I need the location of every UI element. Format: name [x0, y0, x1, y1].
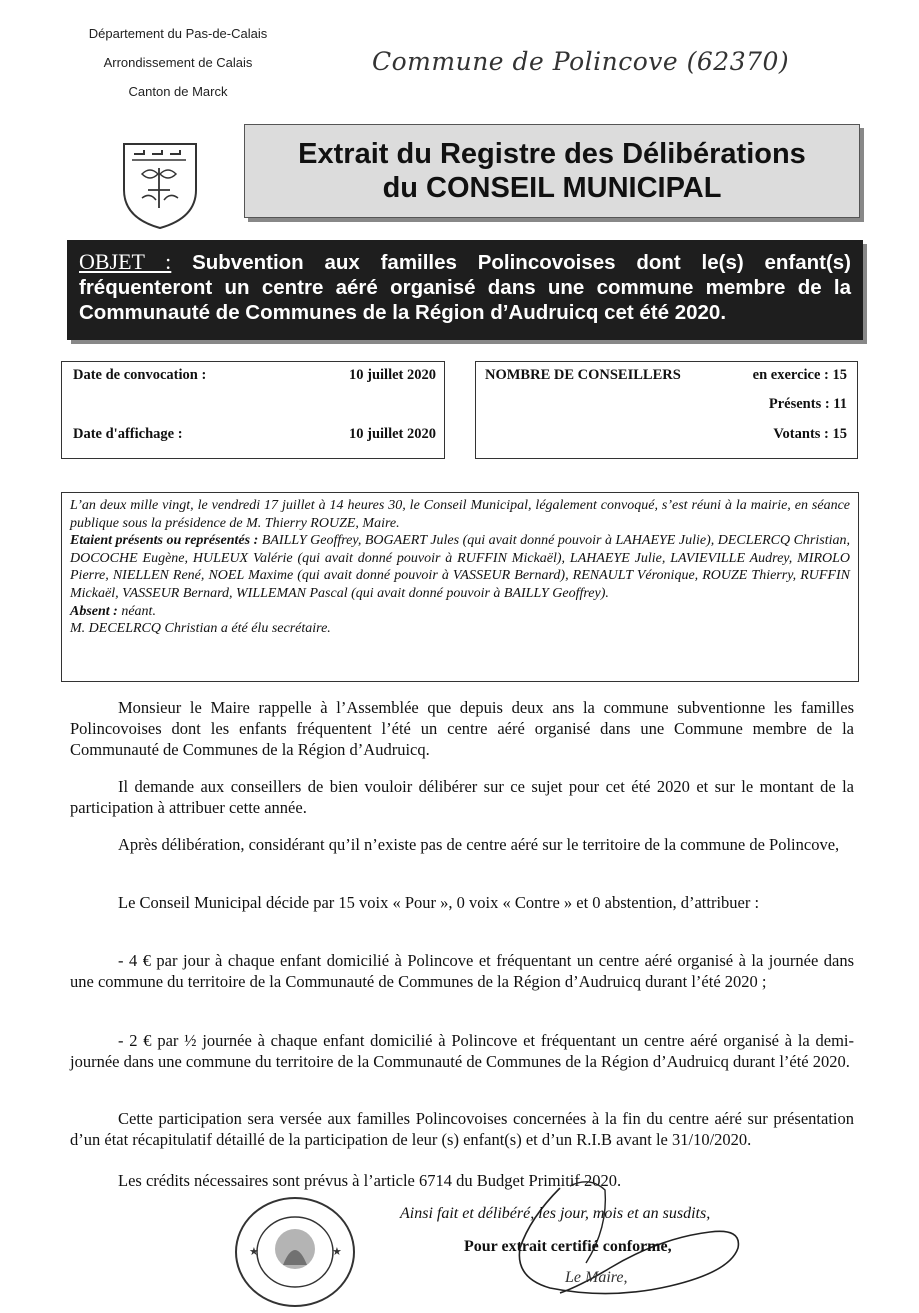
register-title-line1: Extrait du Registre des Délibérations: [298, 138, 806, 170]
closing-formula: Ainsi fait et délibéré, les jour, mois et an susdits,: [400, 1205, 711, 1222]
mairie-stamp-icon: [233, 1195, 358, 1310]
conseillers-box: [475, 361, 858, 459]
present-names: BAILLY Geoffrey, BOGAERT Jules (qui avait donné pouvoir à LAHAEYE Julie), DECLERCQ Christian, DOCOCHE Eugène, HULEUX Valérie (qui avait donné pouvoir à RUFFIN Mickaël), LAHAEYE Julie, LAVIEVILLE Audrey, MIROLO Pierre, NIELLEN René, NOEL Maxime (qui avait donné pouvoir à VASSEUR Bernard), RENAULT Véronique, ROUZE Thierry, RUFFIN Mickaël, VASSEUR Bernard, WILLEMAN Pascal (qui avait donné pouvoir à BAILLY Geoffrey).: [70, 533, 850, 601]
register-title-line2: du CONSEIL MUNICIPAL: [382, 172, 722, 204]
present-label: Etaient présents ou représentés :: [70, 533, 259, 549]
paragraph-demande: Il demande aux conseillers de bien vouloir délibérer sur ce sujet pour cet été 2020 et sur le montant de la participation à attribuer cette année.: [70, 777, 854, 817]
affichage-label: Date d'affichage :: [73, 426, 183, 442]
convocation-date: 10 juillet 2020: [349, 367, 436, 383]
paragraph-decision: Le Conseil Municipal décide par 15 voix « Pour », 0 voix « Contre » et 0 abstention, d’attribuer :: [118, 893, 760, 912]
certification-line: Pour extrait certifié conforme,: [464, 1238, 672, 1255]
svg-text:★: ★: [249, 1245, 259, 1258]
absent-line: [70, 603, 850, 621]
paragraph-journee: - 4 € par jour à chaque enfant domicilié à Polincove et fréquentant un centre aéré organisé à la journée dans une commune du territoire de la Communauté de Communes de la Région d’Audruicq durant l’été 2020 ;: [70, 951, 854, 991]
secretaire-line: M. DECELRCQ Christian a été élu secrétaire.: [70, 621, 331, 637]
absent-value: néant.: [121, 603, 156, 619]
objet-banner: [67, 240, 863, 340]
paragraph-rappel: Monsieur le Maire rappelle à l’Assemblée que depuis deux ans la commune subventionne les familles Polincovoises dont les enfants fréquentent l’été un centre aéré organisé dans une Commune membre de la Communauté de Communes de la Région d’Audruicq.: [70, 698, 854, 759]
objet-text: Subvention aux familles Polincovoises dont le(s) enfant(s) fréquenteront un centre aéré organisé dans une commune membre de la Communauté de Communes de la Région d’Audruicq cet été 2020.: [79, 251, 852, 324]
commune-title: Commune de Polincove (62370): [372, 47, 790, 76]
affichage-date: 10 juillet 2020: [349, 426, 436, 442]
arrondissement-label: Arrondissement de Calais: [103, 55, 253, 70]
paragraph-versement: Cette participation sera versée aux familles Polincovoises concernées à la fin du centre aéré sur présentation d’un état récapitulatif détaillé de la participation de leur (s) enfant(s) et d’un R.I.B avant le 31/10/2020.: [70, 1109, 854, 1149]
departement-label: Département du Pas-de-Calais: [88, 26, 268, 41]
conseillers-label: NOMBRE DE CONSEILLERS: [485, 367, 681, 383]
paragraph-credits: Les crédits nécessaires sont prévus à l’article 6714 du Budget Primitif 2020.: [118, 1171, 622, 1190]
register-title-box: [244, 124, 860, 218]
conseillers-presents: Présents : 11: [768, 396, 847, 412]
convocation-label: Date de convocation :: [73, 367, 207, 383]
dates-box: [61, 361, 445, 459]
absent-label: Absent :: [70, 603, 118, 619]
presence-box: [61, 492, 859, 682]
objet-label: OBJET :: [79, 249, 172, 274]
coat-of-arms-icon: [120, 138, 200, 230]
svg-text:★: ★: [332, 1245, 342, 1258]
paragraph-deliberation: Après délibération, considérant qu’il n’existe pas de centre aéré sur le territoire de la commune de Polincove,: [118, 835, 840, 854]
presence-intro: L’an deux mille vingt, le vendredi 17 juillet à 14 heures 30, le Conseil Municipal, légalement convoqué, s’est réuni à la mairie, en séance publique sous la présidence de M. Thierry ROUZE, Maire.: [70, 498, 850, 531]
paragraph-demi-journee: - 2 € par ½ journée à chaque enfant domicilié à Polincove et fréquentant un centre aéré organisé à la demi-journée dans une commune du territoire de la Communauté de Communes de la Région d’Audruicq durant l’été 2020.: [70, 1031, 854, 1071]
conseillers-exercice: en exercice : 15: [752, 367, 847, 383]
mayor-label: Le Maire,: [565, 1269, 628, 1286]
presence-list: [70, 532, 850, 602]
conseillers-votants: Votants : 15: [773, 426, 847, 442]
canton-label: Canton de Marck: [128, 84, 228, 99]
